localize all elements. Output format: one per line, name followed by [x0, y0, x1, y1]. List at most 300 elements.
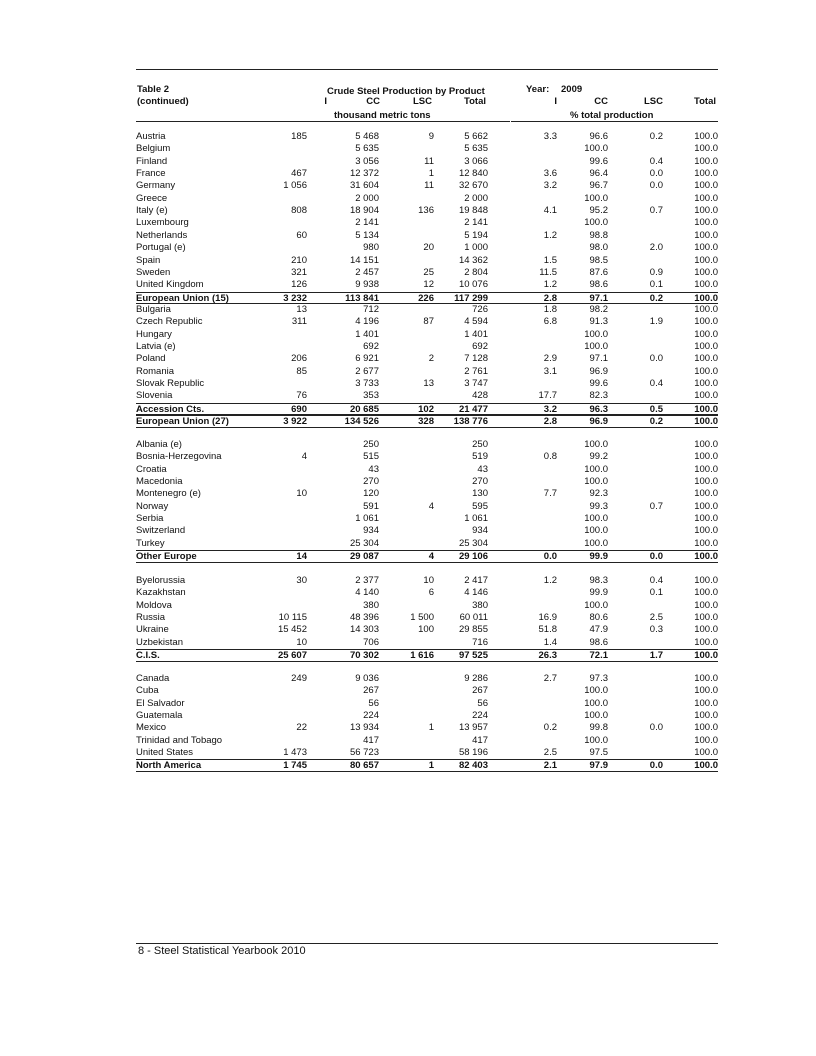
year-label: Year: [526, 84, 550, 95]
cell-value: 99.8 [589, 722, 608, 734]
cell-value: 100.0 [584, 463, 608, 475]
column-gap [509, 760, 517, 771]
column-gap [509, 341, 517, 353]
table-continued: (continued) [137, 96, 189, 107]
cell-value: 100.0 [694, 192, 718, 204]
row-label: Accession Cts. [136, 403, 205, 415]
cell-value: 4 [301, 451, 307, 463]
cell-value: 712 [363, 303, 379, 315]
cell-value: 96.9 [589, 416, 608, 428]
cell-value: 100.0 [694, 685, 718, 697]
cell-value: 4 594 [464, 316, 488, 328]
cell-value: 0.9 [649, 266, 663, 278]
cell-value: 98.6 [589, 636, 608, 648]
row-label: Russia [136, 612, 166, 624]
cell-value: 10 [296, 488, 307, 500]
table-row [136, 279, 718, 291]
cell-value: 206 [291, 353, 307, 365]
cell-value: 100.0 [694, 760, 718, 772]
cell-value: 2 457 [355, 266, 379, 278]
column-gap [509, 293, 517, 304]
cell-value: 113 841 [345, 292, 379, 304]
table-row [136, 366, 718, 378]
cell-value: 3.1 [543, 365, 557, 377]
total-row [136, 415, 718, 428]
column-gap [509, 650, 517, 661]
cell-value: 100.0 [694, 143, 718, 155]
row-label: Montenegro (e) [136, 488, 201, 500]
cell-value: 10 115 [278, 612, 307, 624]
cell-value: 136 [418, 205, 434, 217]
cell-value: 2.1 [543, 760, 557, 772]
cell-value: 98.5 [589, 254, 608, 266]
cell-value: 100.0 [584, 734, 608, 746]
cell-value: 100.0 [694, 537, 718, 549]
cell-value: 515 [363, 451, 379, 463]
cell-value: 12 [423, 279, 434, 291]
cell-value: 100.0 [694, 353, 718, 365]
cell-value: 3.3 [543, 131, 557, 142]
row-label: Czech Republic [136, 316, 203, 328]
row-label: France [136, 168, 166, 180]
cell-value: 692 [363, 340, 379, 352]
cell-value: 1 061 [464, 513, 488, 525]
cell-value: 10 [423, 575, 434, 586]
table-row [136, 525, 718, 537]
cell-value: 100.0 [584, 685, 608, 697]
cell-value: 98.6 [589, 279, 608, 291]
column-gap [509, 637, 517, 649]
column-gap [509, 525, 517, 537]
row-label: Italy (e) [136, 205, 168, 217]
row-label: Kazakhstan [136, 587, 186, 599]
cell-value: 100.0 [694, 612, 718, 624]
column-gap [509, 600, 517, 612]
cell-value: 2 000 [464, 192, 488, 204]
cell-value: 130 [472, 488, 488, 500]
cell-value: 96.4 [589, 168, 608, 180]
cell-value: 270 [363, 476, 379, 488]
cell-value: 2 [428, 353, 434, 365]
column-gap [509, 255, 517, 267]
cell-value: 11 [424, 180, 434, 192]
cell-value: 100.0 [694, 722, 718, 734]
cell-value: 100.0 [694, 416, 718, 428]
table-row [136, 685, 718, 697]
cell-value: 14 362 [458, 254, 488, 266]
cell-value: 100.0 [694, 488, 718, 500]
row-label: Poland [136, 353, 166, 365]
cell-value: 25 [423, 266, 434, 278]
cell-value: 100.0 [694, 254, 718, 266]
cell-value: 19 848 [458, 205, 488, 217]
column-gap [509, 735, 517, 747]
row-label: Canada [136, 673, 170, 684]
table-row [136, 168, 718, 180]
row-label: Ukraine [136, 624, 169, 636]
table-row [136, 316, 718, 328]
cell-value: 1 473 [283, 747, 307, 759]
cell-value: 99.9 [589, 587, 608, 599]
cell-value: 2.8 [543, 416, 557, 428]
cell-value: 1 500 [410, 612, 434, 624]
cell-value: 249 [291, 673, 307, 684]
cell-value: 1 [428, 760, 434, 772]
row-label: Finland [136, 155, 168, 167]
cell-value: 43 [477, 463, 488, 475]
cell-value: 1 401 [355, 328, 379, 340]
cell-value: 138 776 [453, 416, 488, 428]
cell-value: 100.0 [694, 316, 718, 328]
unit-abs: thousand metric tons [334, 110, 431, 121]
cell-value: 1 056 [283, 180, 307, 192]
row-label: Germany [136, 180, 176, 192]
cell-value: 100.0 [694, 292, 718, 304]
row-label: Moldova [136, 599, 172, 611]
table-row [136, 156, 718, 168]
cell-value: 519 [472, 451, 488, 463]
cell-value: 87 [423, 316, 434, 328]
cell-value: 0.4 [649, 155, 663, 167]
cell-value: 311 [291, 316, 307, 328]
cell-value: 250 [363, 439, 379, 450]
cell-value: 29 855 [458, 624, 488, 636]
row-label: Hungary [136, 328, 172, 340]
table-row [136, 513, 718, 525]
cell-value: 1.2 [543, 229, 557, 241]
total-row [136, 292, 718, 305]
cell-value: 2 141 [355, 217, 379, 229]
cell-value: 100.0 [694, 340, 718, 352]
column-gap [509, 722, 517, 734]
cell-value: 97.3 [589, 673, 608, 684]
cell-value: 706 [363, 636, 379, 648]
cell-value: 0.7 [649, 500, 663, 512]
cell-value: 100.0 [584, 537, 608, 549]
row-label: Turkey [136, 537, 165, 549]
cell-value: 0.0 [649, 551, 663, 563]
column-gap [509, 316, 517, 328]
cell-value: 99.2 [589, 451, 608, 463]
row-label: Luxembourg [136, 217, 189, 229]
cell-value: 12 372 [349, 168, 379, 180]
row-label: Trinidad and Tobago [136, 734, 223, 746]
cell-value: 117 299 [454, 292, 488, 304]
table-row [136, 575, 718, 587]
cell-value: 210 [291, 254, 307, 266]
cell-value: 96.6 [589, 131, 608, 142]
cell-value: 0.7 [649, 205, 663, 217]
cell-value: 270 [472, 476, 488, 488]
cell-value: 1.4 [543, 636, 557, 648]
table-row [136, 180, 718, 192]
cell-value: 98.8 [589, 229, 608, 241]
cell-value: 18 904 [349, 205, 379, 217]
table-row [136, 612, 718, 624]
cell-value: 100.0 [584, 143, 608, 155]
cell-value: 4 196 [355, 316, 379, 328]
table-row [136, 439, 718, 451]
column-gap [509, 143, 517, 155]
col-header-pct-total: Total [694, 96, 716, 107]
cell-value: 934 [472, 525, 488, 537]
cell-value: 100.0 [694, 650, 718, 662]
column-gap [509, 267, 517, 279]
cell-value: 9 938 [355, 279, 379, 291]
cell-value: 87.6 [589, 266, 608, 278]
column-gap [509, 624, 517, 636]
year-value: 2009 [561, 84, 583, 95]
cell-value: 100.0 [694, 378, 718, 389]
cell-value: 11.5 [539, 266, 557, 278]
cell-value: 60 011 [459, 612, 488, 624]
cell-value: 0.2 [649, 292, 663, 304]
cell-value: 20 685 [349, 403, 379, 415]
cell-value: 100.0 [694, 747, 718, 759]
cell-value: 96.9 [589, 365, 608, 377]
top-rule [136, 69, 718, 70]
row-label: Switzerland [136, 525, 186, 537]
header-rule-pct [511, 121, 718, 122]
cell-value: 56 [477, 697, 488, 709]
column-gap [509, 390, 517, 402]
column-gap [509, 710, 517, 722]
cell-value: 82.3 [589, 390, 608, 402]
column-gap [509, 180, 517, 192]
column-gap [509, 673, 517, 685]
cell-value: 100.0 [694, 180, 718, 192]
table-row [136, 390, 718, 402]
cell-value: 100.0 [694, 229, 718, 241]
cell-value: 58 196 [458, 747, 488, 759]
cell-value: 99.6 [589, 378, 608, 389]
cell-value: 100.0 [694, 624, 718, 636]
cell-value: 9 036 [355, 673, 379, 684]
row-label: Portugal (e) [136, 242, 186, 254]
cell-value: 100.0 [694, 390, 718, 402]
cell-value: 100.0 [694, 439, 718, 450]
cell-value: 3.2 [543, 180, 557, 192]
cell-value: 0.4 [649, 378, 663, 389]
cell-value: 100.0 [694, 279, 718, 291]
cell-value: 0.0 [649, 722, 663, 734]
row-label: North America [136, 760, 202, 772]
row-label: Guatemala [136, 710, 183, 722]
table-row [136, 722, 718, 734]
table-row [136, 710, 718, 722]
cell-value: 100.0 [694, 476, 718, 488]
cell-value: 0.0 [543, 551, 557, 563]
cell-value: 100.0 [584, 525, 608, 537]
cell-value: 3 232 [283, 292, 307, 304]
row-label: Bosnia-Herzegovina [136, 451, 222, 463]
cell-value: 380 [363, 599, 379, 611]
cell-value: 2 677 [355, 365, 379, 377]
cell-value: 100.0 [584, 340, 608, 352]
row-label: United Kingdom [136, 279, 204, 291]
cell-value: 15 452 [277, 624, 307, 636]
cell-value: 51.8 [538, 624, 557, 636]
table-row [136, 205, 718, 217]
cell-value: 5 635 [464, 143, 488, 155]
total-row [136, 550, 718, 563]
row-label: Sweden [136, 266, 171, 278]
table-row [136, 587, 718, 599]
table-row [136, 267, 718, 279]
cell-value: 100.0 [694, 303, 718, 315]
row-label: Slovak Republic [136, 378, 205, 389]
cell-value: 97.1 [589, 292, 608, 304]
cell-value: 1.8 [543, 303, 557, 315]
cell-value: 5 662 [464, 131, 488, 142]
cell-value: 99.3 [589, 500, 608, 512]
table-row [136, 488, 718, 500]
cell-value: 100.0 [584, 513, 608, 525]
cell-value: 1.5 [543, 254, 557, 266]
col-header-abs-lsc: LSC [413, 96, 432, 107]
col-header-abs-i: I [324, 96, 327, 107]
column-gap [509, 404, 517, 415]
cell-value: 96.7 [589, 180, 608, 192]
cell-value: 0.3 [649, 624, 663, 636]
cell-value: 99.9 [589, 551, 608, 563]
cell-value: 3 056 [355, 155, 379, 167]
column-gap [509, 230, 517, 242]
cell-value: 980 [363, 242, 379, 254]
cell-value: 6 921 [355, 353, 379, 365]
cell-value: 100.0 [694, 365, 718, 377]
cell-value: 31 604 [349, 180, 379, 192]
cell-value: 0.0 [649, 760, 663, 772]
cell-value: 2 804 [464, 266, 488, 278]
cell-value: 4.1 [543, 205, 557, 217]
cell-value: 417 [363, 734, 379, 746]
table-row [136, 230, 718, 242]
column-gap [509, 439, 517, 451]
total-row [136, 403, 718, 416]
row-label: C.I.S. [136, 650, 160, 662]
cell-value: 1 000 [464, 242, 488, 254]
cell-value: 100.0 [694, 266, 718, 278]
column-gap [509, 242, 517, 254]
cell-value: 26.3 [538, 650, 557, 662]
column-gap [509, 217, 517, 229]
cell-value: 80 657 [349, 760, 379, 772]
cell-value: 12 840 [458, 168, 488, 180]
row-label: Mexico [136, 722, 167, 734]
row-label: Macedonia [136, 476, 183, 488]
row-label: Uzbekistan [136, 636, 183, 648]
table-row [136, 624, 718, 636]
col-header-pct-lsc: LSC [644, 96, 663, 107]
cell-value: 32 670 [458, 180, 488, 192]
cell-value: 98.3 [589, 575, 608, 586]
row-label: Romania [136, 365, 175, 377]
column-gap [509, 279, 517, 291]
cell-value: 0.2 [649, 131, 663, 142]
column-gap [509, 329, 517, 341]
cell-value: 5 134 [355, 229, 379, 241]
cell-value: 13 [423, 378, 434, 389]
cell-value: 98.2 [589, 303, 608, 315]
cell-value: 3 733 [355, 378, 379, 389]
cell-value: 76 [296, 390, 307, 402]
row-label: European Union (27) [136, 416, 229, 428]
cell-value: 99.6 [589, 155, 608, 167]
cell-value: 4 140 [355, 587, 379, 599]
table-row [136, 637, 718, 649]
cell-value: 1.9 [649, 316, 663, 328]
cell-value: 4 146 [464, 587, 488, 599]
cell-value: 100.0 [584, 328, 608, 340]
footer-rule [136, 943, 718, 944]
cell-value: 267 [472, 685, 488, 697]
cell-value: 100.0 [694, 636, 718, 648]
cell-value: 25 304 [349, 537, 379, 549]
table-row [136, 304, 718, 316]
cell-value: 0.5 [649, 403, 663, 415]
cell-value: 6 [428, 587, 434, 599]
cell-value: 185 [291, 131, 307, 142]
column-gap [509, 476, 517, 488]
cell-value: 96.3 [589, 403, 608, 415]
row-label: Other Europe [136, 551, 197, 563]
cell-value: 726 [472, 303, 488, 315]
table-number: Table 2 [137, 84, 170, 95]
cell-value: 0.0 [649, 353, 663, 365]
cell-value: 328 [418, 416, 434, 428]
column-gap [509, 353, 517, 365]
cell-value: 100.0 [694, 242, 718, 254]
column-gap [509, 538, 517, 550]
col-header-pct-cc: CC [594, 96, 608, 107]
cell-value: 100.0 [694, 463, 718, 475]
cell-value: 353 [363, 390, 379, 402]
column-gap [509, 304, 517, 316]
cell-value: 6.8 [543, 316, 557, 328]
cell-value: 100.0 [694, 131, 718, 142]
cell-value: 226 [418, 292, 434, 304]
cell-value: 0.8 [543, 451, 557, 463]
cell-value: 25 304 [458, 537, 488, 549]
column-gap [509, 416, 517, 427]
cell-value: 0.1 [649, 279, 663, 291]
cell-value: 100.0 [694, 697, 718, 709]
cell-value: 1 616 [410, 650, 434, 662]
cell-value: 97.5 [589, 747, 608, 759]
cell-value: 48 396 [349, 612, 379, 624]
cell-value: 97 525 [458, 650, 488, 662]
cell-value: 595 [472, 500, 488, 512]
cell-value: 2.8 [543, 292, 557, 304]
table-row [136, 341, 718, 353]
cell-value: 224 [472, 710, 488, 722]
cell-value: 100.0 [694, 673, 718, 684]
cell-value: 17.7 [538, 390, 557, 402]
cell-value: 100.0 [584, 439, 608, 450]
cell-value: 14 151 [349, 254, 379, 266]
cell-value: 808 [291, 205, 307, 217]
cell-value: 100.0 [584, 697, 608, 709]
cell-value: 70 302 [349, 650, 379, 662]
cell-value: 9 [428, 131, 434, 142]
cell-value: 100.0 [584, 217, 608, 229]
cell-value: 1 745 [283, 760, 307, 772]
cell-value: 1 401 [464, 328, 488, 340]
cell-value: 2.0 [649, 242, 663, 254]
row-label: Byelorussia [136, 575, 186, 586]
cell-value: 692 [472, 340, 488, 352]
